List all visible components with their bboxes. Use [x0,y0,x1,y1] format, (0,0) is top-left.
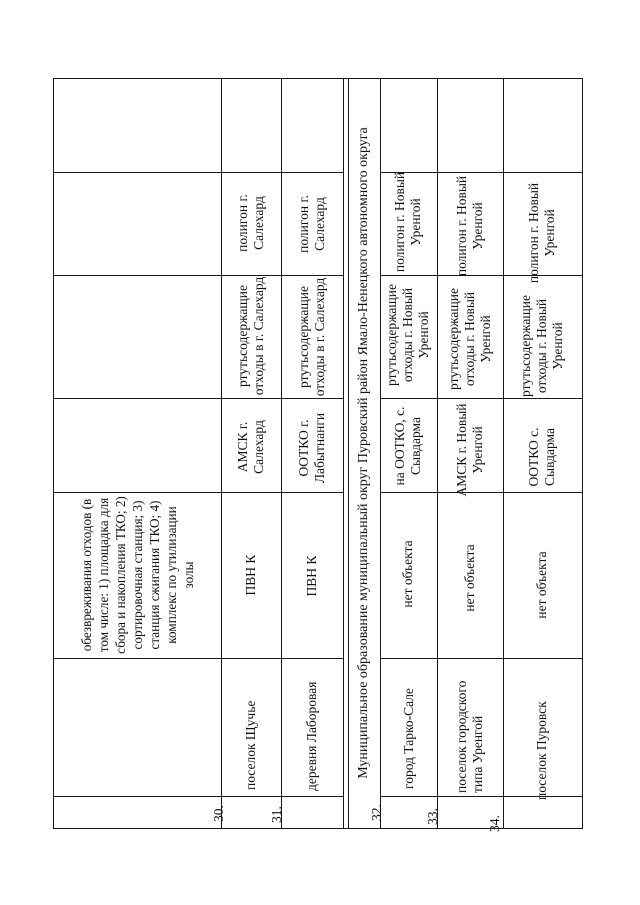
table-row-30-operator: АМСК г. Салехард [235,420,266,474]
table-row-30-polygon: полигон г. Салехард [235,194,266,252]
table-row-34-polygon: полигон г. Новый Уренгой [526,182,557,284]
table-row-31-type: ПВН К [304,555,319,597]
table-row-31-number: 31. [269,806,284,823]
table-row-33-type: нет объекта [462,544,477,612]
header-type-description: обезвреживания отходов (в том числе: 1) площадка для сбора и накопления ТКО; 2) сортировочная станция; 3) станция сжигания ТКО; 4) комплекс по утилизации золы [78,496,196,654]
table-row-33-operator: АМСК г. Новый Уренгой [454,403,485,497]
table-row-32-number: 32. [369,804,384,821]
table-row-32-polygon: полигон г. Новый Уренгой [392,171,423,273]
table-row-31-operator: ООТКО г. Лабытнанги [296,412,327,484]
table-row-32-mercury: ртутьсодержащие отходы г. Новый Уренгой [384,284,431,386]
table-row-34-mercury: ртутьсодержащие отходы г. Новый Уренгой [518,295,565,397]
table-row-34-type: нет объекта [534,551,549,619]
column-divider [53,398,343,399]
header-mercury-cell [54,262,220,365]
row-divider [343,78,344,828]
table-row-34-operator: ООТКО с. Сывдарма [526,427,557,487]
table-row-30-type: ПВН К [243,554,258,596]
section-title-municipality: Муниципальное образование муниципальный округ Пуровский район Ямало-Ненецкого автономного округа [356,127,371,779]
table-row-30-place: поселок Щучье [243,700,258,790]
table-row-30-number: 30. [211,805,226,822]
table-right-border [582,78,583,828]
table-row-33-number: 33. [425,808,440,825]
table-row-32-place: город Тарко-Сале [401,688,416,789]
table-row-30-mercury: ртутьсодержащие отходы в г. Салехард [235,276,266,396]
header-polygon-cell [54,105,220,208]
table-row-34-number: 34. [487,815,502,832]
table-row-31-polygon: полигон г. Салехард [296,195,327,253]
table-row-31-place: деревня Лаборовая [304,681,319,791]
table-row-32-type: нет объекта [400,540,415,608]
table-row-33-mercury: ртутьсодержащие отходы г. Новый Уренгой [446,288,493,390]
table-row-33-place: поселок городского типа Уренгой [454,680,485,793]
table-row-33-polygon: полигон г. Новый Уренгой [454,175,485,277]
table-row-34-place: поселок Пуровск [534,701,549,800]
table-row-32-operator: на ООТКО, с. Сывдарма [392,406,423,486]
table-row-31-mercury: ртутьсодержащие отходы в г. Салехард [296,277,327,397]
